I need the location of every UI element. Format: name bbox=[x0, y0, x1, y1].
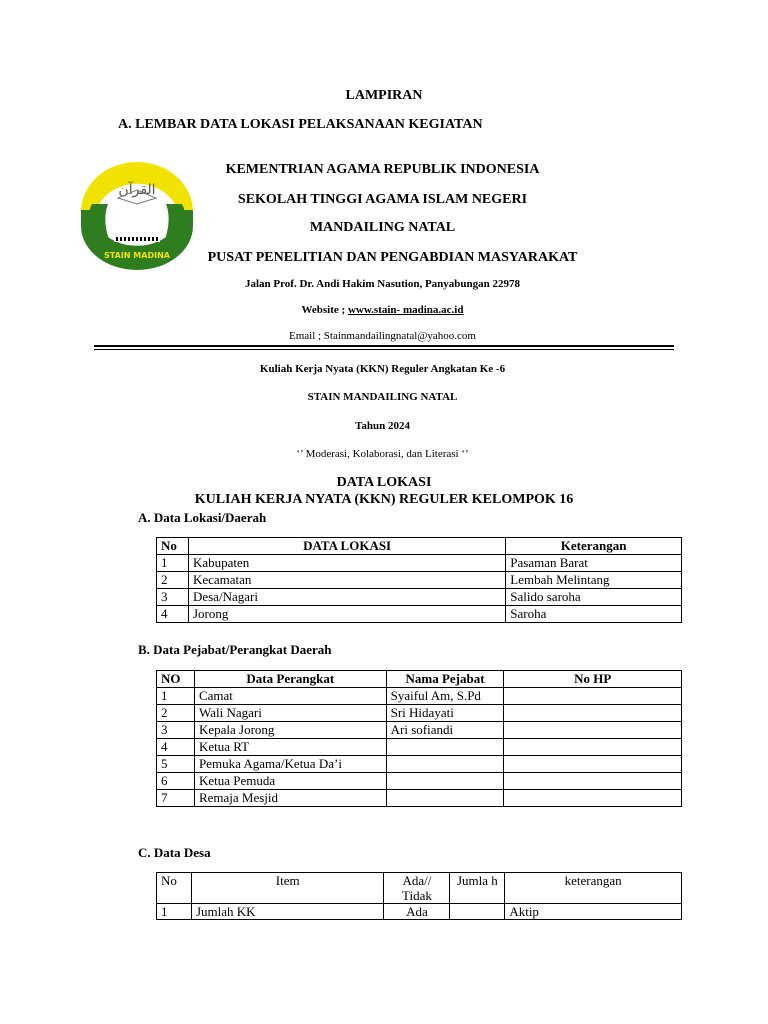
table-cell: Desa/Nagari bbox=[188, 589, 505, 606]
table-cell: Kecamatan bbox=[188, 572, 505, 589]
website-link[interactable]: www.stain- madina.ac.id bbox=[347, 304, 464, 316]
table-cell: Jorong bbox=[188, 606, 505, 623]
kop-email: Email ; Stainmandailingnatal@yahoo.com bbox=[288, 330, 476, 342]
table-cell bbox=[386, 790, 504, 807]
table-header-row bbox=[157, 538, 682, 555]
column-header: Data Perangkat bbox=[194, 671, 386, 688]
table-cell: 4 bbox=[157, 739, 195, 756]
table-row bbox=[157, 904, 682, 920]
table-row bbox=[157, 773, 682, 790]
table-cell: Pasaman Barat bbox=[506, 555, 682, 572]
data-pejabat-table bbox=[156, 670, 682, 807]
table-header-row bbox=[157, 671, 682, 688]
section-a-heading: A. Data Lokasi/Daerah bbox=[138, 510, 267, 525]
table-cell bbox=[386, 773, 504, 790]
table-cell: Saroha bbox=[506, 606, 682, 623]
data-lokasi-table bbox=[156, 537, 682, 623]
table-cell: Aktip bbox=[505, 904, 682, 920]
table-cell bbox=[504, 790, 682, 807]
table-cell: Wali Nagari bbox=[194, 705, 386, 722]
table-cell: Ketua RT bbox=[194, 739, 386, 756]
column-header: No bbox=[157, 538, 189, 555]
table-cell: 1 bbox=[157, 688, 195, 705]
kop-line-4: PUSAT PENELITIAN DAN PENGABDIAN MASYARAKAT bbox=[207, 250, 578, 265]
table-cell bbox=[504, 705, 682, 722]
table-row bbox=[157, 739, 682, 756]
table-cell: Kabupaten bbox=[188, 555, 505, 572]
kkn-motto: ‘’ Moderasi, Kolaborasi, dan Literasi ‘’ bbox=[296, 448, 469, 460]
column-header: No bbox=[157, 873, 192, 904]
data-desa-table bbox=[156, 872, 682, 920]
kop-divider-thick bbox=[94, 345, 674, 347]
kop-line-3: MANDAILING NATAL bbox=[309, 220, 456, 235]
table-cell: 3 bbox=[157, 722, 195, 739]
column-header: Keterangan bbox=[506, 538, 682, 555]
table-cell: Ada bbox=[384, 904, 450, 920]
column-header: Nama Pejabat bbox=[386, 671, 504, 688]
table-cell: Ari sofiandi bbox=[386, 722, 504, 739]
table-cell: Sri Hidayati bbox=[386, 705, 504, 722]
table-cell: 1 bbox=[157, 904, 192, 920]
table-row bbox=[157, 790, 682, 807]
table-row bbox=[157, 756, 682, 773]
column-header: DATA LOKASI bbox=[188, 538, 505, 555]
table-cell: 5 bbox=[157, 756, 195, 773]
table-row bbox=[157, 705, 682, 722]
table-cell bbox=[504, 756, 682, 773]
column-header: Jumla h bbox=[450, 873, 505, 904]
section-c-heading: C. Data Desa bbox=[138, 845, 211, 860]
table-row bbox=[157, 589, 682, 606]
table-cell bbox=[504, 739, 682, 756]
table-cell bbox=[504, 722, 682, 739]
doc-title: DATA LOKASI bbox=[336, 475, 432, 490]
table-cell: 6 bbox=[157, 773, 195, 790]
table-cell bbox=[504, 773, 682, 790]
column-header: NO bbox=[157, 671, 195, 688]
kop-address: Jalan Prof. Dr. Andi Hakim Nasution, Panyabungan 22978 bbox=[244, 278, 521, 290]
kkn-line-1: Kuliah Kerja Nyata (KKN) Reguler Angkatan Ke -6 bbox=[259, 363, 506, 375]
table-cell bbox=[386, 739, 504, 756]
logo-text: STAIN MADINA bbox=[104, 251, 170, 260]
kkn-line-2: STAIN MANDAILING NATAL bbox=[307, 391, 458, 403]
table-row bbox=[157, 572, 682, 589]
table-cell: Kepala Jorong bbox=[194, 722, 386, 739]
section-b-heading: B. Data Pejabat/Perangkat Daerah bbox=[138, 642, 332, 657]
section-a-title: A. LEMBAR DATA LOKASI PELAKSANAAN KEGIATAN bbox=[118, 117, 483, 132]
table-cell: Jumlah KK bbox=[191, 904, 384, 920]
table-cell bbox=[450, 904, 505, 920]
column-header: No HP bbox=[504, 671, 682, 688]
kop-line-1: KEMENTRIAN AGAMA REPUBLIK INDONESIA bbox=[225, 162, 540, 177]
column-header: Item bbox=[191, 873, 384, 904]
kop-website bbox=[90, 304, 675, 316]
table-cell: Lembah Melintang bbox=[506, 572, 682, 589]
lampiran-title: LAMPIRAN bbox=[345, 88, 423, 103]
table-cell: 2 bbox=[157, 705, 195, 722]
table-cell: 3 bbox=[157, 589, 189, 606]
table-cell: 7 bbox=[157, 790, 195, 807]
table-cell: Syaiful Am, S.Pd bbox=[386, 688, 504, 705]
table-cell: Ketua Pemuda bbox=[194, 773, 386, 790]
table-cell: 1 bbox=[157, 555, 189, 572]
column-header: keterangan bbox=[505, 873, 682, 904]
table-row bbox=[157, 688, 682, 705]
table-row bbox=[157, 606, 682, 623]
table-row bbox=[157, 722, 682, 739]
logo-arabic-text: القرآن bbox=[118, 182, 156, 198]
doc-subtitle: KULIAH KERJA NYATA (KKN) REGULER KELOMPOK 16 bbox=[194, 492, 574, 507]
table-cell: Remaja Mesjid bbox=[194, 790, 386, 807]
kop-line-2: SEKOLAH TINGGI AGAMA ISLAM NEGERI bbox=[237, 192, 528, 207]
table-row bbox=[157, 555, 682, 572]
column-header: Ada// Tidak bbox=[384, 873, 450, 904]
table-cell: Camat bbox=[194, 688, 386, 705]
kkn-line-3: Tahun 2024 bbox=[355, 420, 410, 432]
table-cell: 2 bbox=[157, 572, 189, 589]
table-header-row bbox=[157, 873, 682, 904]
kop-divider-thin bbox=[94, 349, 674, 350]
website-label: Website ; bbox=[301, 304, 348, 316]
table-cell: Pemuka Agama/Ketua Da’i bbox=[194, 756, 386, 773]
table-cell: 4 bbox=[157, 606, 189, 623]
table-cell bbox=[386, 756, 504, 773]
table-cell bbox=[504, 688, 682, 705]
table-cell: Salido saroha bbox=[506, 589, 682, 606]
